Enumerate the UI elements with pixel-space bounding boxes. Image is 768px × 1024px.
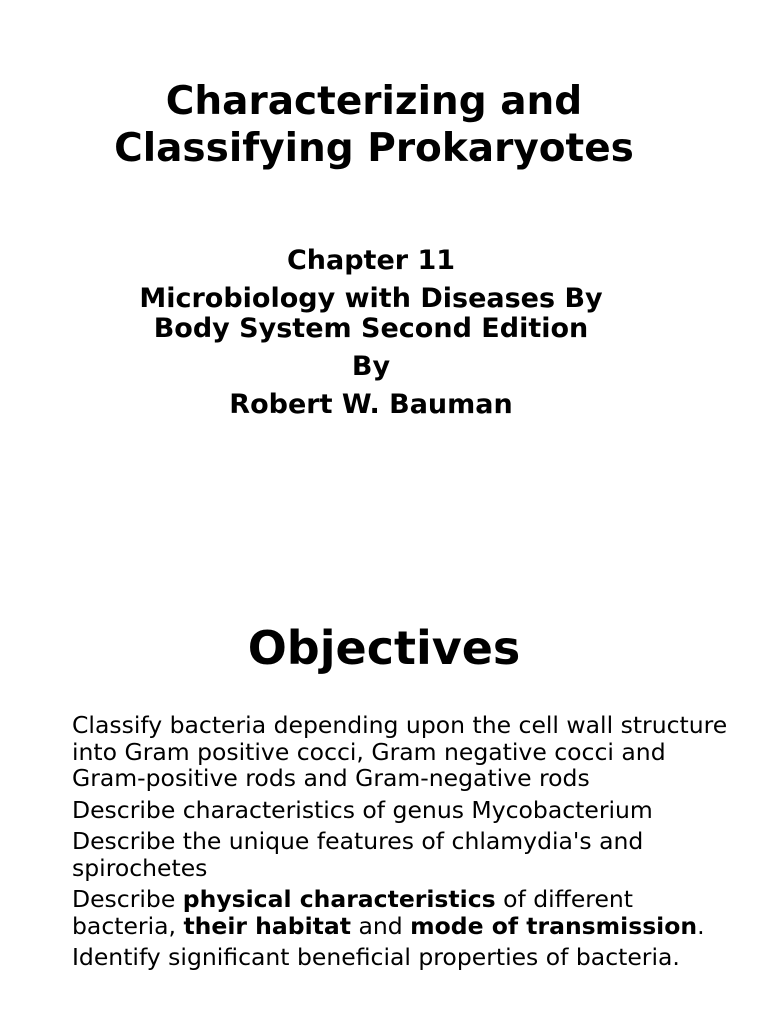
author-name: Robert W. Bauman xyxy=(229,389,513,420)
chapter-label: Chapter 11 xyxy=(286,245,456,276)
title-line-1: Characterizing and xyxy=(165,79,583,124)
objectives-slide xyxy=(0,560,768,1024)
objective-emphasis: mode of transmission xyxy=(410,911,698,940)
objective-text: of different bacteria, xyxy=(72,885,634,940)
book-title-line-1: Microbiology with Diseases By xyxy=(139,283,603,314)
objective-text: Describe xyxy=(72,885,183,913)
objective-item xyxy=(72,886,742,939)
title-line-2: Classifying Prokaryotes xyxy=(114,126,634,171)
objective-item: Describe the unique features of chlamydia's and spirochetes xyxy=(72,827,644,882)
objective-text: and xyxy=(350,911,411,940)
objectives-list xyxy=(72,712,742,976)
objectives-title: Objectives xyxy=(247,621,521,675)
objective-text: . xyxy=(697,911,705,940)
by-label: By xyxy=(351,351,391,382)
objective-item: Describe characteristics of genus Mycobacterium xyxy=(72,795,653,824)
objective-emphasis: physical characteristics xyxy=(182,885,496,913)
slide-title xyxy=(0,78,748,172)
objective-item: Classify bacteria depending upon the cell wall structure into Gram positive cocci, Gram negative cocci and Gram-positive rods and Gram-negative rods xyxy=(72,711,728,792)
objective-emphasis: their habitat xyxy=(183,911,351,940)
book-title-line-2: Body System Second Edition xyxy=(153,313,589,344)
slide-subtitle xyxy=(0,246,742,420)
objective-item: Identify significant beneficial properties of bacteria. xyxy=(72,943,680,971)
